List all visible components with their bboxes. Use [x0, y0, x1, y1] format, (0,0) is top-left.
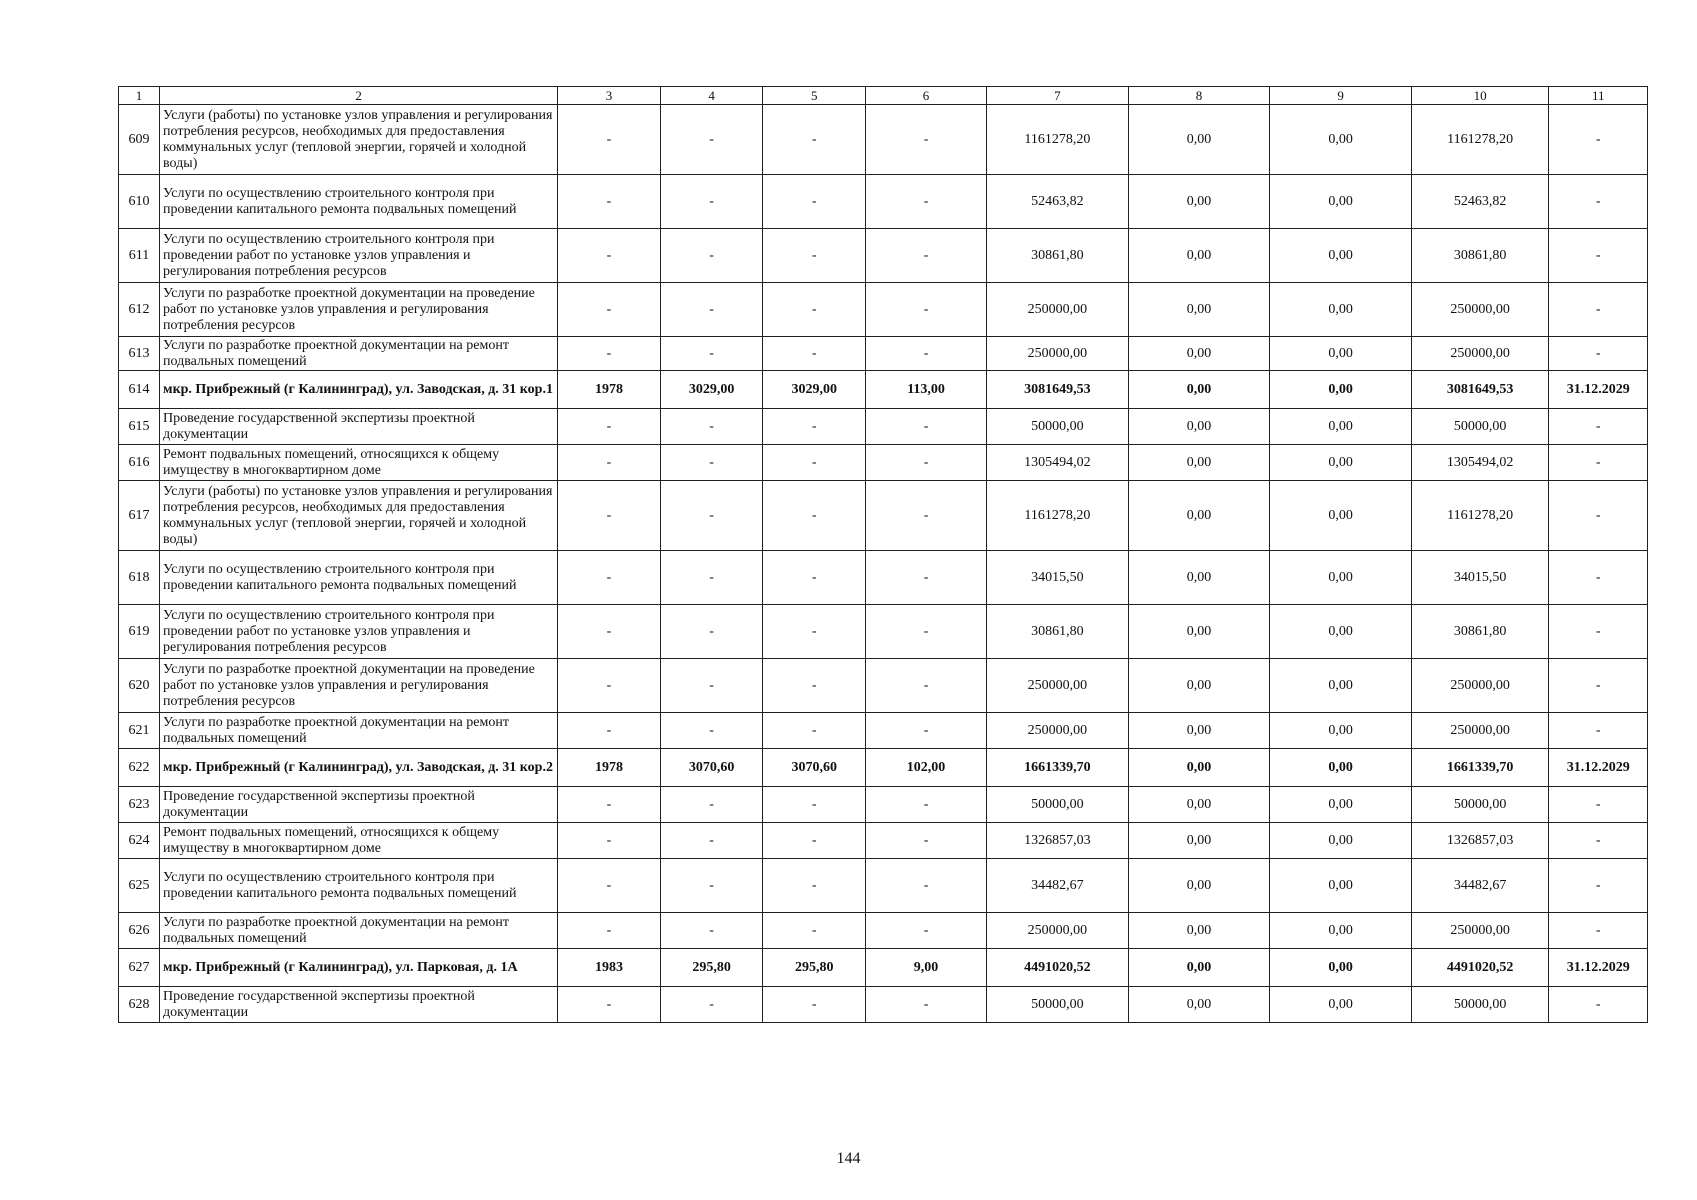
row-description: Услуги по разработке проектной документации на ремонт подвальных помещений: [160, 337, 558, 371]
row-number: 610: [119, 175, 160, 229]
cell-c11: -: [1549, 445, 1648, 481]
cell-c11: 31.12.2029: [1549, 749, 1648, 787]
cell-c4: -: [660, 987, 763, 1023]
cell-c8: 0,00: [1128, 371, 1270, 409]
cell-c6: -: [866, 987, 987, 1023]
row-description: Услуги по разработке проектной документации на ремонт подвальных помещений: [160, 713, 558, 749]
column-header: 6: [866, 87, 987, 105]
row-number: 627: [119, 949, 160, 987]
row-number: 624: [119, 823, 160, 859]
cell-c4: -: [660, 445, 763, 481]
cell-c4: -: [660, 283, 763, 337]
cell-c10: 250000,00: [1411, 337, 1549, 371]
row-number: 623: [119, 787, 160, 823]
cell-c6: -: [866, 713, 987, 749]
cell-c6: -: [866, 445, 987, 481]
cell-c6: -: [866, 105, 987, 175]
cell-c5: -: [763, 605, 866, 659]
cell-c3: -: [558, 913, 661, 949]
table-row: [119, 713, 1648, 749]
cell-c7: 52463,82: [987, 175, 1129, 229]
cell-c5: -: [763, 445, 866, 481]
cell-c4: 295,80: [660, 949, 763, 987]
cell-c4: -: [660, 823, 763, 859]
cell-c3: -: [558, 445, 661, 481]
row-number: 620: [119, 659, 160, 713]
cell-c6: 102,00: [866, 749, 987, 787]
table-row: [119, 605, 1648, 659]
cell-c9: 0,00: [1270, 987, 1412, 1023]
cell-c9: 0,00: [1270, 659, 1412, 713]
cell-c7: 30861,80: [987, 229, 1129, 283]
cell-c3: -: [558, 175, 661, 229]
cell-c10: 30861,80: [1411, 229, 1549, 283]
cell-c8: 0,00: [1128, 605, 1270, 659]
cell-c4: 3029,00: [660, 371, 763, 409]
row-description: мкр. Прибрежный (г Калининград), ул. Заводская, д. 31 кор.1: [160, 371, 558, 409]
row-number: 617: [119, 481, 160, 551]
cell-c11: 31.12.2029: [1549, 949, 1648, 987]
cell-c5: -: [763, 551, 866, 605]
cell-c3: -: [558, 481, 661, 551]
table-row: [119, 787, 1648, 823]
page-number: 144: [836, 1150, 861, 1167]
cell-c4: -: [660, 105, 763, 175]
cell-c3: -: [558, 551, 661, 605]
cell-c10: 250000,00: [1411, 713, 1549, 749]
data-table: [118, 86, 1648, 1023]
cell-c3: -: [558, 337, 661, 371]
row-description: мкр. Прибрежный (г Калининград), ул. Парковая, д. 1А: [160, 949, 558, 987]
cell-c9: 0,00: [1270, 445, 1412, 481]
cell-c4: -: [660, 605, 763, 659]
cell-c4: -: [660, 551, 763, 605]
cell-c7: 50000,00: [987, 987, 1129, 1023]
cell-c5: 3029,00: [763, 371, 866, 409]
cell-c5: -: [763, 229, 866, 283]
cell-c3: -: [558, 105, 661, 175]
cell-c3: -: [558, 823, 661, 859]
cell-c4: -: [660, 337, 763, 371]
cell-c5: -: [763, 409, 866, 445]
table-row: [119, 175, 1648, 229]
cell-c3: 1978: [558, 371, 661, 409]
cell-c6: -: [866, 481, 987, 551]
column-header: 5: [763, 87, 866, 105]
cell-c8: 0,00: [1128, 913, 1270, 949]
cell-c10: 34015,50: [1411, 551, 1549, 605]
cell-c8: 0,00: [1128, 551, 1270, 605]
cell-c10: 1661339,70: [1411, 749, 1549, 787]
cell-c5: -: [763, 105, 866, 175]
cell-c6: -: [866, 605, 987, 659]
cell-c11: -: [1549, 859, 1648, 913]
cell-c7: 1161278,20: [987, 481, 1129, 551]
row-description: Услуги по разработке проектной документации на проведение работ по установке узлов управления и регулирования потребления ресурсов: [160, 283, 558, 337]
cell-c11: -: [1549, 337, 1648, 371]
column-header: 10: [1411, 87, 1549, 105]
cell-c11: -: [1549, 229, 1648, 283]
cell-c4: -: [660, 481, 763, 551]
cell-c6: -: [866, 787, 987, 823]
cell-c8: 0,00: [1128, 859, 1270, 913]
column-header: 4: [660, 87, 763, 105]
row-description: мкр. Прибрежный (г Калининград), ул. Заводская, д. 31 кор.2: [160, 749, 558, 787]
cell-c9: 0,00: [1270, 105, 1412, 175]
row-number: 612: [119, 283, 160, 337]
cell-c4: -: [660, 913, 763, 949]
cell-c7: 3081649,53: [987, 371, 1129, 409]
cell-c11: -: [1549, 551, 1648, 605]
row-description: Услуги по разработке проектной документации на ремонт подвальных помещений: [160, 913, 558, 949]
cell-c10: 4491020,52: [1411, 949, 1549, 987]
cell-c5: -: [763, 659, 866, 713]
row-description: Услуги по осуществлению строительного контроля при проведении капитального ремонта подвальных помещений: [160, 551, 558, 605]
cell-c9: 0,00: [1270, 551, 1412, 605]
cell-c8: 0,00: [1128, 337, 1270, 371]
column-header: 9: [1270, 87, 1412, 105]
table-row: [119, 337, 1648, 371]
cell-c4: -: [660, 787, 763, 823]
cell-c8: 0,00: [1128, 949, 1270, 987]
cell-c11: -: [1549, 605, 1648, 659]
address-row: [119, 371, 1648, 409]
cell-c9: 0,00: [1270, 913, 1412, 949]
cell-c8: 0,00: [1128, 823, 1270, 859]
cell-c7: 50000,00: [987, 409, 1129, 445]
cell-c3: -: [558, 605, 661, 659]
row-description: Услуги по осуществлению строительного контроля при проведении капитального ремонта подвальных помещений: [160, 859, 558, 913]
cell-c4: -: [660, 175, 763, 229]
cell-c10: 50000,00: [1411, 409, 1549, 445]
cell-c7: 250000,00: [987, 659, 1129, 713]
cell-c3: 1983: [558, 949, 661, 987]
row-description: Услуги по осуществлению строительного контроля при проведении работ по установке узлов управления и регулирования потребления ресурсов: [160, 229, 558, 283]
cell-c6: -: [866, 229, 987, 283]
row-description: Услуги по осуществлению строительного контроля при проведении работ по установке узлов управления и регулирования потребления ресурсов: [160, 605, 558, 659]
row-number: 626: [119, 913, 160, 949]
cell-c9: 0,00: [1270, 749, 1412, 787]
table-row: [119, 659, 1648, 713]
cell-c10: 3081649,53: [1411, 371, 1549, 409]
row-number: 618: [119, 551, 160, 605]
cell-c5: -: [763, 481, 866, 551]
cell-c9: 0,00: [1270, 481, 1412, 551]
cell-c8: 0,00: [1128, 481, 1270, 551]
row-description: Услуги по разработке проектной документации на проведение работ по установке узлов управления и регулирования потребления ресурсов: [160, 659, 558, 713]
cell-c5: -: [763, 283, 866, 337]
cell-c11: -: [1549, 659, 1648, 713]
cell-c9: 0,00: [1270, 175, 1412, 229]
column-header: 11: [1549, 87, 1648, 105]
table-row: [119, 229, 1648, 283]
cell-c11: -: [1549, 913, 1648, 949]
cell-c10: 1305494,02: [1411, 445, 1549, 481]
row-description: Проведение государственной экспертизы проектной документации: [160, 787, 558, 823]
cell-c10: 50000,00: [1411, 787, 1549, 823]
cell-c6: 9,00: [866, 949, 987, 987]
cell-c8: 0,00: [1128, 445, 1270, 481]
cell-c5: -: [763, 713, 866, 749]
cell-c11: -: [1549, 409, 1648, 445]
cell-c5: -: [763, 337, 866, 371]
cell-c11: -: [1549, 713, 1648, 749]
cell-c11: 31.12.2029: [1549, 371, 1648, 409]
column-header: 7: [987, 87, 1129, 105]
cell-c9: 0,00: [1270, 337, 1412, 371]
cell-c7: 250000,00: [987, 713, 1129, 749]
cell-c11: -: [1549, 481, 1648, 551]
cell-c9: 0,00: [1270, 229, 1412, 283]
cell-c3: 1978: [558, 749, 661, 787]
cell-c4: -: [660, 229, 763, 283]
column-header: 8: [1128, 87, 1270, 105]
row-description: Ремонт подвальных помещений, относящихся к общему имуществу в многоквартирном доме: [160, 823, 558, 859]
cell-c8: 0,00: [1128, 409, 1270, 445]
cell-c10: 250000,00: [1411, 913, 1549, 949]
cell-c6: -: [866, 175, 987, 229]
cell-c9: 0,00: [1270, 605, 1412, 659]
cell-c9: 0,00: [1270, 283, 1412, 337]
cell-c5: 295,80: [763, 949, 866, 987]
row-description: Проведение государственной экспертизы проектной документации: [160, 409, 558, 445]
row-number: 621: [119, 713, 160, 749]
cell-c10: 30861,80: [1411, 605, 1549, 659]
cell-c5: -: [763, 787, 866, 823]
row-description: Услуги по осуществлению строительного контроля при проведении капитального ремонта подвальных помещений: [160, 175, 558, 229]
cell-c11: -: [1549, 823, 1648, 859]
cell-c4: -: [660, 659, 763, 713]
cell-c9: 0,00: [1270, 409, 1412, 445]
cell-c3: -: [558, 713, 661, 749]
cell-c7: 34482,67: [987, 859, 1129, 913]
cell-c7: 250000,00: [987, 913, 1129, 949]
cell-c6: -: [866, 859, 987, 913]
cell-c3: -: [558, 859, 661, 913]
cell-c6: -: [866, 823, 987, 859]
cell-c8: 0,00: [1128, 749, 1270, 787]
cell-c5: -: [763, 859, 866, 913]
cell-c9: 0,00: [1270, 371, 1412, 409]
cell-c4: 3070,60: [660, 749, 763, 787]
cell-c8: 0,00: [1128, 987, 1270, 1023]
column-header: 3: [558, 87, 661, 105]
cell-c7: 250000,00: [987, 337, 1129, 371]
table-row: [119, 283, 1648, 337]
address-row: [119, 949, 1648, 987]
cell-c5: -: [763, 175, 866, 229]
row-number: 613: [119, 337, 160, 371]
cell-c9: 0,00: [1270, 859, 1412, 913]
address-row: [119, 749, 1648, 787]
cell-c8: 0,00: [1128, 229, 1270, 283]
cell-c10: 50000,00: [1411, 987, 1549, 1023]
cell-c6: -: [866, 337, 987, 371]
cell-c8: 0,00: [1128, 105, 1270, 175]
cell-c10: 250000,00: [1411, 659, 1549, 713]
cell-c5: -: [763, 913, 866, 949]
cell-c9: 0,00: [1270, 823, 1412, 859]
cell-c7: 34015,50: [987, 551, 1129, 605]
cell-c10: 250000,00: [1411, 283, 1549, 337]
cell-c4: -: [660, 713, 763, 749]
cell-c3: -: [558, 987, 661, 1023]
row-number: 622: [119, 749, 160, 787]
column-header: 1: [119, 87, 160, 105]
table-row: [119, 409, 1648, 445]
row-number: 609: [119, 105, 160, 175]
table-row: [119, 913, 1648, 949]
cell-c3: -: [558, 787, 661, 823]
cell-c3: -: [558, 283, 661, 337]
cell-c11: -: [1549, 105, 1648, 175]
cell-c8: 0,00: [1128, 659, 1270, 713]
row-description: Ремонт подвальных помещений, относящихся к общему имуществу в многоквартирном доме: [160, 445, 558, 481]
cell-c7: 50000,00: [987, 787, 1129, 823]
row-number: 625: [119, 859, 160, 913]
cell-c3: -: [558, 229, 661, 283]
row-number: 615: [119, 409, 160, 445]
cell-c7: 4491020,52: [987, 949, 1129, 987]
cell-c11: -: [1549, 987, 1648, 1023]
cell-c9: 0,00: [1270, 949, 1412, 987]
table-row: [119, 445, 1648, 481]
table-row: [119, 823, 1648, 859]
cell-c7: 1326857,03: [987, 823, 1129, 859]
table-row: [119, 105, 1648, 175]
row-number: 628: [119, 987, 160, 1023]
cell-c5: -: [763, 987, 866, 1023]
cell-c7: 30861,80: [987, 605, 1129, 659]
cell-c6: -: [866, 409, 987, 445]
cell-c6: -: [866, 551, 987, 605]
row-description: Услуги (работы) по установке узлов управления и регулирования потребления ресурсов, необходимых для предоставления коммунальных услуг (тепловой энергии, горячей и холодной воды): [160, 481, 558, 551]
cell-c6: -: [866, 659, 987, 713]
cell-c3: -: [558, 659, 661, 713]
cell-c8: 0,00: [1128, 283, 1270, 337]
cell-c10: 1161278,20: [1411, 481, 1549, 551]
cell-c10: 34482,67: [1411, 859, 1549, 913]
row-number: 614: [119, 371, 160, 409]
cell-c6: 113,00: [866, 371, 987, 409]
row-number: 619: [119, 605, 160, 659]
cell-c7: 1161278,20: [987, 105, 1129, 175]
table-row: [119, 551, 1648, 605]
cell-c5: 3070,60: [763, 749, 866, 787]
cell-c11: -: [1549, 787, 1648, 823]
row-description: Услуги (работы) по установке узлов управления и регулирования потребления ресурсов, необходимых для предоставления коммунальных услуг (тепловой энергии, горячей и холодной воды): [160, 105, 558, 175]
cell-c9: 0,00: [1270, 713, 1412, 749]
cell-c8: 0,00: [1128, 787, 1270, 823]
cell-c7: 250000,00: [987, 283, 1129, 337]
cell-c8: 0,00: [1128, 713, 1270, 749]
cell-c8: 0,00: [1128, 175, 1270, 229]
header-row: [119, 87, 1648, 105]
row-number: 616: [119, 445, 160, 481]
cell-c4: -: [660, 409, 763, 445]
table-row: [119, 481, 1648, 551]
column-header: 2: [160, 87, 558, 105]
cell-c7: 1661339,70: [987, 749, 1129, 787]
cell-c4: -: [660, 859, 763, 913]
row-number: 611: [119, 229, 160, 283]
table-row: [119, 987, 1648, 1023]
cell-c10: 1326857,03: [1411, 823, 1549, 859]
cell-c3: -: [558, 409, 661, 445]
cell-c11: -: [1549, 283, 1648, 337]
cell-c7: 1305494,02: [987, 445, 1129, 481]
cell-c10: 1161278,20: [1411, 105, 1549, 175]
cell-c6: -: [866, 913, 987, 949]
cell-c9: 0,00: [1270, 787, 1412, 823]
table-row: [119, 859, 1648, 913]
cell-c6: -: [866, 283, 987, 337]
cell-c10: 52463,82: [1411, 175, 1549, 229]
cell-c5: -: [763, 823, 866, 859]
row-description: Проведение государственной экспертизы проектной документации: [160, 987, 558, 1023]
cell-c11: -: [1549, 175, 1648, 229]
